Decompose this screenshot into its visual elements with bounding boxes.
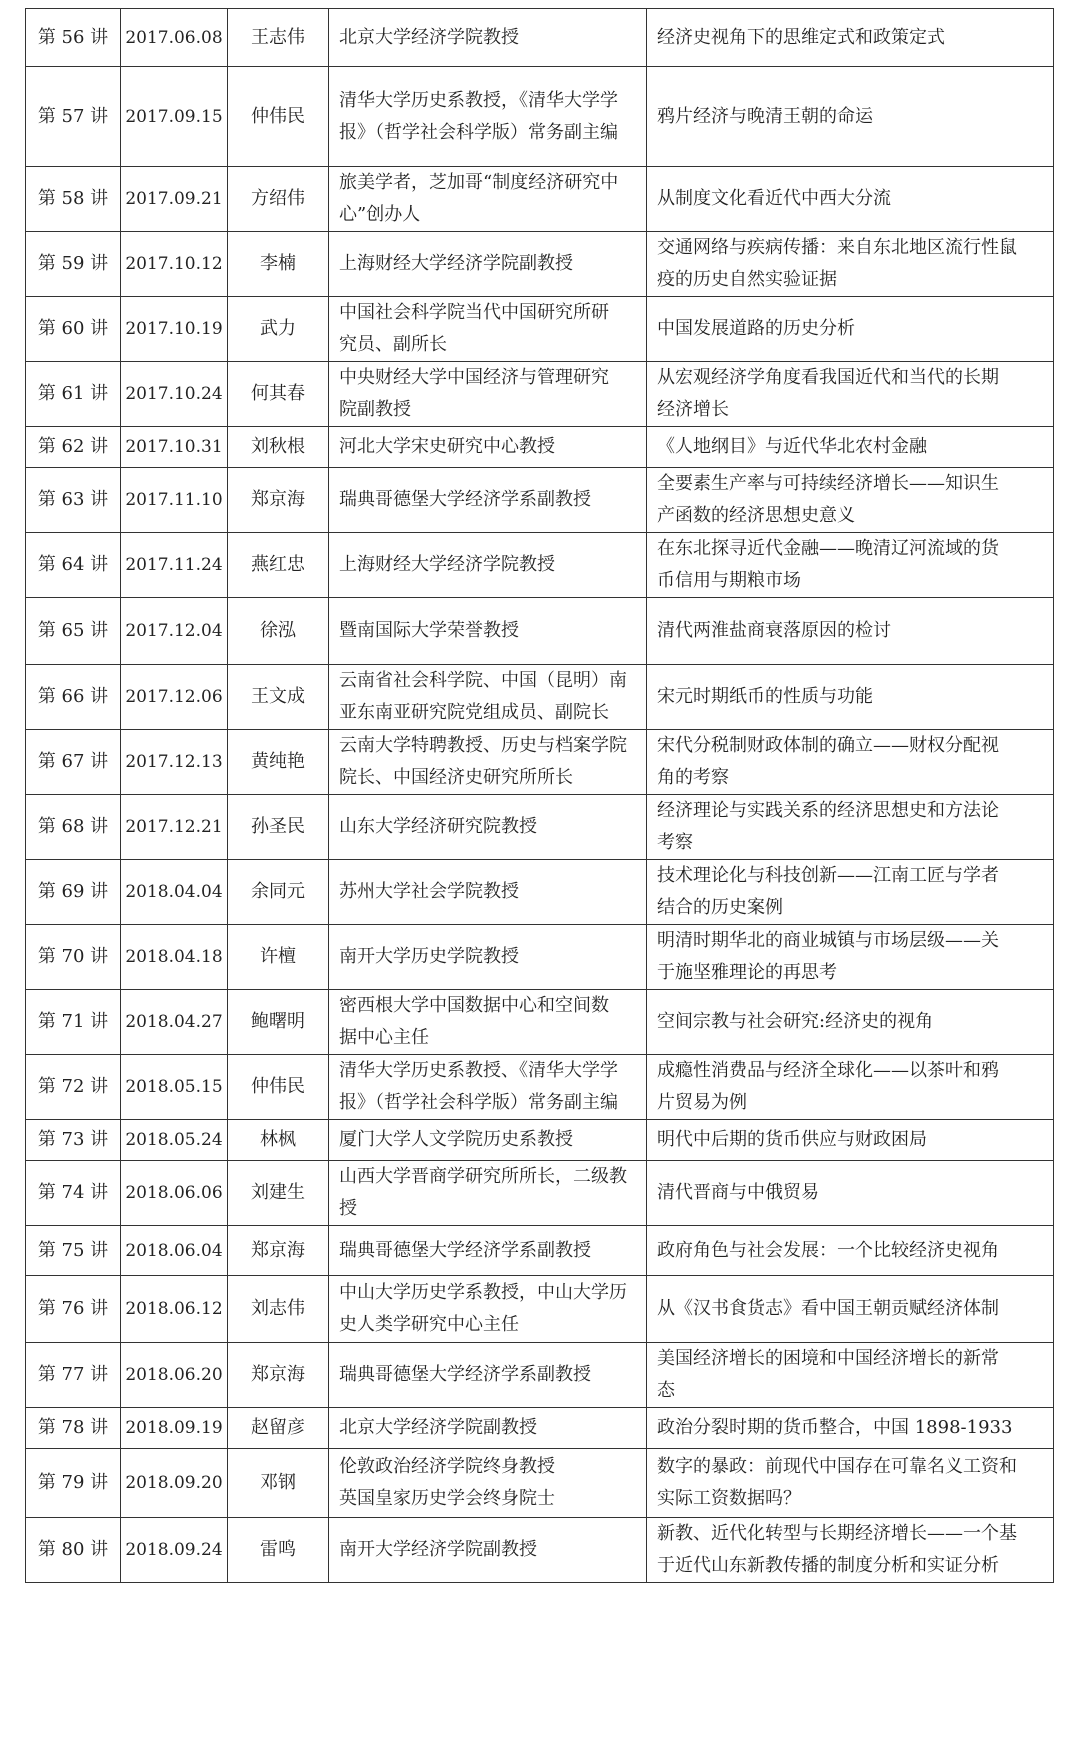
lecture-title-cell [647, 925, 1054, 990]
lecture-title-cell [647, 533, 1054, 598]
speaker-institution-cell [329, 9, 647, 67]
table-row [26, 1120, 1054, 1161]
institution-line: 清华大学历史系教授、《清华大学学 [339, 1060, 618, 1081]
speaker-name-cell: 雷鸣 [228, 1518, 329, 1583]
institution-line: 院长、中国经济史研究所所长 [339, 767, 573, 788]
lecture-title-cell [647, 427, 1054, 468]
title-line: 实际工资数据吗？ [657, 1488, 801, 1509]
speaker-institution-cell [329, 167, 647, 232]
title-line: 新教、近代化转型与长期经济增长——一个基 [657, 1523, 1017, 1544]
speaker-name-cell: 郑京海 [228, 1343, 329, 1408]
speaker-institution-cell [329, 925, 647, 990]
speaker-institution-cell [329, 232, 647, 297]
institution-line: 中山大学历史学系教授，中山大学历 [339, 1282, 627, 1303]
speaker-name-cell: 何其春 [228, 362, 329, 427]
speaker-name-cell: 余同元 [228, 860, 329, 925]
speaker-name-cell: 许檀 [228, 925, 329, 990]
lecture-number-cell: 第 62 讲 [26, 427, 121, 468]
speaker-name-cell: 郑京海 [228, 1226, 329, 1276]
speaker-name-cell: 王志伟 [228, 9, 329, 67]
institution-line: 密西根大学中国数据中心和空间数 [339, 995, 609, 1016]
table-row [26, 1449, 1054, 1518]
title-line: 宋元时期纸币的性质与功能 [657, 686, 873, 707]
lecture-title-cell [647, 1518, 1054, 1583]
institution-line: 报》（哲学社会科学版）常务副主编 [339, 121, 618, 143]
speaker-institution-cell [329, 1408, 647, 1449]
institution-line: 上海财经大学经济学院教授 [339, 554, 555, 575]
table-row [26, 232, 1054, 297]
table-row [26, 427, 1054, 468]
speaker-name-cell: 鲍曙明 [228, 990, 329, 1055]
institution-line: 云南省社会科学院、中国（昆明）南 [339, 670, 627, 691]
title-line: 片贸易为例 [657, 1092, 747, 1113]
lecture-title-cell [647, 860, 1054, 925]
table-row [26, 860, 1054, 925]
lecture-title-cell [647, 9, 1054, 67]
lecture-date-cell: 2018.05.15 [121, 1055, 228, 1120]
lecture-number-cell: 第 77 讲 [26, 1343, 121, 1408]
lecture-title-cell [647, 1408, 1054, 1449]
lecture-date-cell: 2017.09.21 [121, 167, 228, 232]
lecture-date-cell: 2018.05.24 [121, 1120, 228, 1161]
institution-line: 南开大学历史学院教授 [339, 946, 519, 967]
lecture-date-cell: 2018.06.12 [121, 1276, 228, 1343]
title-line: 清代晋商与中俄贸易 [657, 1182, 819, 1203]
institution-line: 究员、副所长 [339, 334, 447, 355]
table-row [26, 167, 1054, 232]
speaker-institution-cell [329, 468, 647, 533]
lecture-date-cell: 2018.09.24 [121, 1518, 228, 1583]
lecture-number-cell: 第 67 讲 [26, 730, 121, 795]
institution-line: 英国皇家历史学会终身院士 [339, 1488, 555, 1509]
institution-line: 北京大学经济学院教授 [339, 26, 519, 48]
table-row [26, 297, 1054, 362]
lecture-date-cell: 2017.09.15 [121, 67, 228, 167]
speaker-name-cell: 郑京海 [228, 468, 329, 533]
lecture-title-cell [647, 232, 1054, 297]
lecture-number-cell: 第 76 讲 [26, 1276, 121, 1343]
title-line: 政府角色与社会发展：一个比较经济史视角 [657, 1239, 999, 1261]
title-line: 明清时期华北的商业城镇与市场层级——关 [657, 930, 999, 951]
title-line: 鸦片经济与晚清王朝的命运 [657, 105, 873, 127]
table-row [26, 1408, 1054, 1449]
lecture-title-cell [647, 1161, 1054, 1226]
lecture-number-cell: 第 70 讲 [26, 925, 121, 990]
institution-line: 河北大学宋史研究中心教授 [339, 436, 555, 457]
lecture-number-cell: 第 78 讲 [26, 1408, 121, 1449]
lecture-title-cell [647, 665, 1054, 730]
table-row [26, 468, 1054, 533]
lecture-title-cell [647, 167, 1054, 232]
lecture-date-cell: 2017.06.08 [121, 9, 228, 67]
lecture-number-cell: 第 64 讲 [26, 533, 121, 598]
lecture-date-cell: 2017.12.04 [121, 598, 228, 665]
lecture-number-cell: 第 72 讲 [26, 1055, 121, 1120]
table-row [26, 1518, 1054, 1583]
lecture-title-cell [647, 1055, 1054, 1120]
title-line: 中国发展道路的历史分析 [657, 318, 855, 339]
institution-line: 史人类学研究中心主任 [339, 1314, 519, 1335]
table-row [26, 990, 1054, 1055]
table-row [26, 730, 1054, 795]
speaker-name-cell: 方绍伟 [228, 167, 329, 232]
lecture-date-cell: 2018.09.19 [121, 1408, 228, 1449]
institution-line: 院副教授 [339, 399, 411, 420]
institution-line: 苏州大学社会学院教授 [339, 881, 519, 902]
lecture-title-cell [647, 730, 1054, 795]
speaker-institution-cell [329, 1161, 647, 1226]
title-line: 清代两淮盐商衰落原因的检讨 [657, 620, 891, 641]
title-line: 于施坚雅理论的再思考 [657, 962, 837, 983]
title-line: 成瘾性消费品与经济全球化——以茶叶和鸦 [657, 1060, 999, 1081]
lecture-date-cell: 2018.04.27 [121, 990, 228, 1055]
table-row [26, 9, 1054, 67]
title-line: 从宏观经济学角度看我国近代和当代的长期 [657, 367, 999, 388]
speaker-name-cell: 武力 [228, 297, 329, 362]
speaker-name-cell: 赵留彦 [228, 1408, 329, 1449]
lecture-date-cell: 2017.10.24 [121, 362, 228, 427]
lecture-title-cell [647, 1449, 1054, 1518]
title-line: 交通网络与疾病传播：来自东北地区流行性鼠 [657, 237, 1017, 258]
lecture-date-cell: 2017.12.21 [121, 795, 228, 860]
speaker-name-cell: 林枫 [228, 1120, 329, 1161]
speaker-name-cell: 刘秋根 [228, 427, 329, 468]
lecture-number-cell: 第 60 讲 [26, 297, 121, 362]
table-row [26, 598, 1054, 665]
title-line: 态 [657, 1380, 675, 1401]
institution-line: 据中心主任 [339, 1027, 429, 1048]
institution-line: 亚东南亚研究院党组成员、副院长 [339, 702, 609, 723]
title-line: 《人地纲目》与近代华北农村金融 [657, 436, 927, 457]
speaker-name-cell: 黄纯艳 [228, 730, 329, 795]
lecture-number-cell: 第 61 讲 [26, 362, 121, 427]
institution-line: 报》（哲学社会科学版）常务副主编 [339, 1092, 618, 1113]
lecture-number-cell: 第 66 讲 [26, 665, 121, 730]
title-line: 产函数的经济思想史意义 [657, 505, 855, 526]
table-row [26, 1343, 1054, 1408]
lecture-title-cell [647, 468, 1054, 533]
table-row [26, 795, 1054, 860]
lecture-title-cell [647, 990, 1054, 1055]
lecture-number-cell: 第 65 讲 [26, 598, 121, 665]
speaker-institution-cell [329, 598, 647, 665]
institution-line: 南开大学经济学院副教授 [339, 1539, 537, 1560]
speaker-institution-cell [329, 1518, 647, 1583]
table-row [26, 665, 1054, 730]
title-line: 币信用与期粮市场 [657, 570, 801, 591]
speaker-name-cell: 孙圣民 [228, 795, 329, 860]
lecture-title-cell [647, 67, 1054, 167]
speaker-name-cell: 仲伟民 [228, 1055, 329, 1120]
lecture-title-cell [647, 1276, 1054, 1343]
institution-line: 清华大学历史系教授，《清华大学学 [339, 89, 618, 111]
lecture-title-cell [647, 1343, 1054, 1408]
institution-line: 北京大学经济学院副教授 [339, 1417, 537, 1438]
table-row [26, 925, 1054, 990]
lecture-date-cell: 2017.12.06 [121, 665, 228, 730]
speaker-institution-cell [329, 1120, 647, 1161]
speaker-institution-cell [329, 1276, 647, 1343]
institution-line: 山西大学晋商学研究所所长，二级教 [339, 1166, 627, 1187]
lecture-schedule-table [25, 8, 1054, 1583]
speaker-name-cell: 仲伟民 [228, 67, 329, 167]
speaker-name-cell: 李楠 [228, 232, 329, 297]
speaker-institution-cell [329, 533, 647, 598]
table-body [26, 9, 1054, 1583]
speaker-name-cell: 刘建生 [228, 1161, 329, 1226]
table-row [26, 1055, 1054, 1120]
institution-line: 授 [339, 1198, 357, 1219]
table-row [26, 67, 1054, 167]
title-line: 在东北探寻近代金融——晚清辽河流域的货 [657, 538, 999, 559]
lecture-number-cell: 第 56 讲 [26, 9, 121, 67]
lecture-title-cell [647, 795, 1054, 860]
institution-line: 云南大学特聘教授、历史与档案学院 [339, 735, 627, 756]
title-line: 技术理论化与科技创新——江南工匠与学者 [657, 865, 999, 886]
institution-line: 心”创办人 [339, 204, 421, 225]
title-line: 考察 [657, 832, 693, 853]
lecture-title-cell [647, 1120, 1054, 1161]
lecture-date-cell: 2018.06.20 [121, 1343, 228, 1408]
title-line: 空间宗教与社会研究:经济史的视角 [657, 1011, 934, 1032]
speaker-institution-cell [329, 665, 647, 730]
lecture-number-cell: 第 75 讲 [26, 1226, 121, 1276]
title-line: 宋代分税制财政体制的确立——财权分配视 [657, 735, 999, 756]
speaker-institution-cell [329, 730, 647, 795]
title-line: 明代中后期的货币供应与财政困局 [657, 1129, 927, 1150]
lecture-date-cell: 2018.04.18 [121, 925, 228, 990]
speaker-institution-cell [329, 427, 647, 468]
lecture-number-cell: 第 57 讲 [26, 67, 121, 167]
institution-line: 伦敦政治经济学院终身教授 [339, 1456, 555, 1477]
title-line: 经济史视角下的思维定式和政策定式 [657, 26, 945, 48]
speaker-name-cell: 徐泓 [228, 598, 329, 665]
institution-line: 山东大学经济研究院教授 [339, 816, 537, 837]
speaker-name-cell: 邓钢 [228, 1449, 329, 1518]
table-row [26, 1226, 1054, 1276]
table-row [26, 1276, 1054, 1343]
speaker-institution-cell [329, 1226, 647, 1276]
lecture-number-cell: 第 68 讲 [26, 795, 121, 860]
lecture-date-cell: 2018.06.06 [121, 1161, 228, 1226]
lecture-date-cell: 2018.04.04 [121, 860, 228, 925]
lecture-title-cell [647, 598, 1054, 665]
table-row [26, 1161, 1054, 1226]
speaker-institution-cell [329, 860, 647, 925]
lecture-date-cell: 2017.10.19 [121, 297, 228, 362]
speaker-name-cell: 王文成 [228, 665, 329, 730]
lecture-number-cell: 第 73 讲 [26, 1120, 121, 1161]
institution-line: 厦门大学人文学院历史系教授 [339, 1129, 573, 1150]
speaker-name-cell: 燕红忠 [228, 533, 329, 598]
title-line: 角的考察 [657, 767, 729, 788]
institution-line: 旅美学者，芝加哥“制度经济研究中 [339, 172, 619, 193]
speaker-institution-cell [329, 990, 647, 1055]
title-line: 数字的暴政：前现代中国存在可靠名义工资和 [657, 1456, 1017, 1477]
lecture-date-cell: 2017.10.31 [121, 427, 228, 468]
table-row [26, 533, 1054, 598]
lecture-title-cell [647, 297, 1054, 362]
lecture-number-cell: 第 58 讲 [26, 167, 121, 232]
speaker-institution-cell [329, 67, 647, 167]
lecture-date-cell: 2017.12.13 [121, 730, 228, 795]
lecture-date-cell: 2017.10.12 [121, 232, 228, 297]
institution-line: 上海财经大学经济学院副教授 [339, 253, 573, 274]
lecture-number-cell: 第 69 讲 [26, 860, 121, 925]
title-line: 从《汉书食货志》看中国王朝贡赋经济体制 [657, 1298, 999, 1319]
speaker-institution-cell [329, 795, 647, 860]
lecture-number-cell: 第 80 讲 [26, 1518, 121, 1583]
lecture-date-cell: 2017.11.24 [121, 533, 228, 598]
lecture-date-cell: 2018.09.20 [121, 1449, 228, 1518]
institution-line: 瑞典哥德堡大学经济学系副教授 [339, 1364, 591, 1385]
speaker-institution-cell [329, 1055, 647, 1120]
lecture-number-cell: 第 63 讲 [26, 468, 121, 533]
title-line: 于近代山东新教传播的制度分析和实证分析 [657, 1555, 999, 1576]
title-line: 结合的历史案例 [657, 897, 783, 918]
lecture-number-cell: 第 79 讲 [26, 1449, 121, 1518]
lecture-title-cell [647, 1226, 1054, 1276]
lecture-number-cell: 第 71 讲 [26, 990, 121, 1055]
speaker-name-cell: 刘志伟 [228, 1276, 329, 1343]
speaker-institution-cell [329, 1343, 647, 1408]
institution-line: 中央财经大学中国经济与管理研究 [339, 367, 609, 388]
table-row [26, 362, 1054, 427]
title-line: 政治分裂时期的货币整合，中国 1898-1933 [657, 1417, 1013, 1438]
title-line: 全要素生产率与可持续经济增长——知识生 [657, 473, 999, 494]
lecture-date-cell: 2017.11.10 [121, 468, 228, 533]
title-line: 经济增长 [657, 399, 729, 420]
title-line: 从制度文化看近代中西大分流 [657, 188, 891, 209]
title-line: 疫的历史自然实验证据 [657, 269, 837, 290]
speaker-institution-cell [329, 1449, 647, 1518]
lecture-date-cell: 2018.06.04 [121, 1226, 228, 1276]
speaker-institution-cell [329, 297, 647, 362]
lecture-number-cell: 第 59 讲 [26, 232, 121, 297]
title-line: 美国经济增长的困境和中国经济增长的新常 [657, 1348, 999, 1369]
institution-line: 瑞典哥德堡大学经济学系副教授 [339, 489, 591, 510]
institution-line: 暨南国际大学荣誉教授 [339, 620, 519, 641]
speaker-institution-cell [329, 362, 647, 427]
institution-line: 瑞典哥德堡大学经济学系副教授 [339, 1239, 591, 1261]
lecture-number-cell: 第 74 讲 [26, 1161, 121, 1226]
institution-line: 中国社会科学院当代中国研究所研 [339, 302, 609, 323]
lecture-title-cell [647, 362, 1054, 427]
title-line: 经济理论与实践关系的经济思想史和方法论 [657, 800, 999, 821]
